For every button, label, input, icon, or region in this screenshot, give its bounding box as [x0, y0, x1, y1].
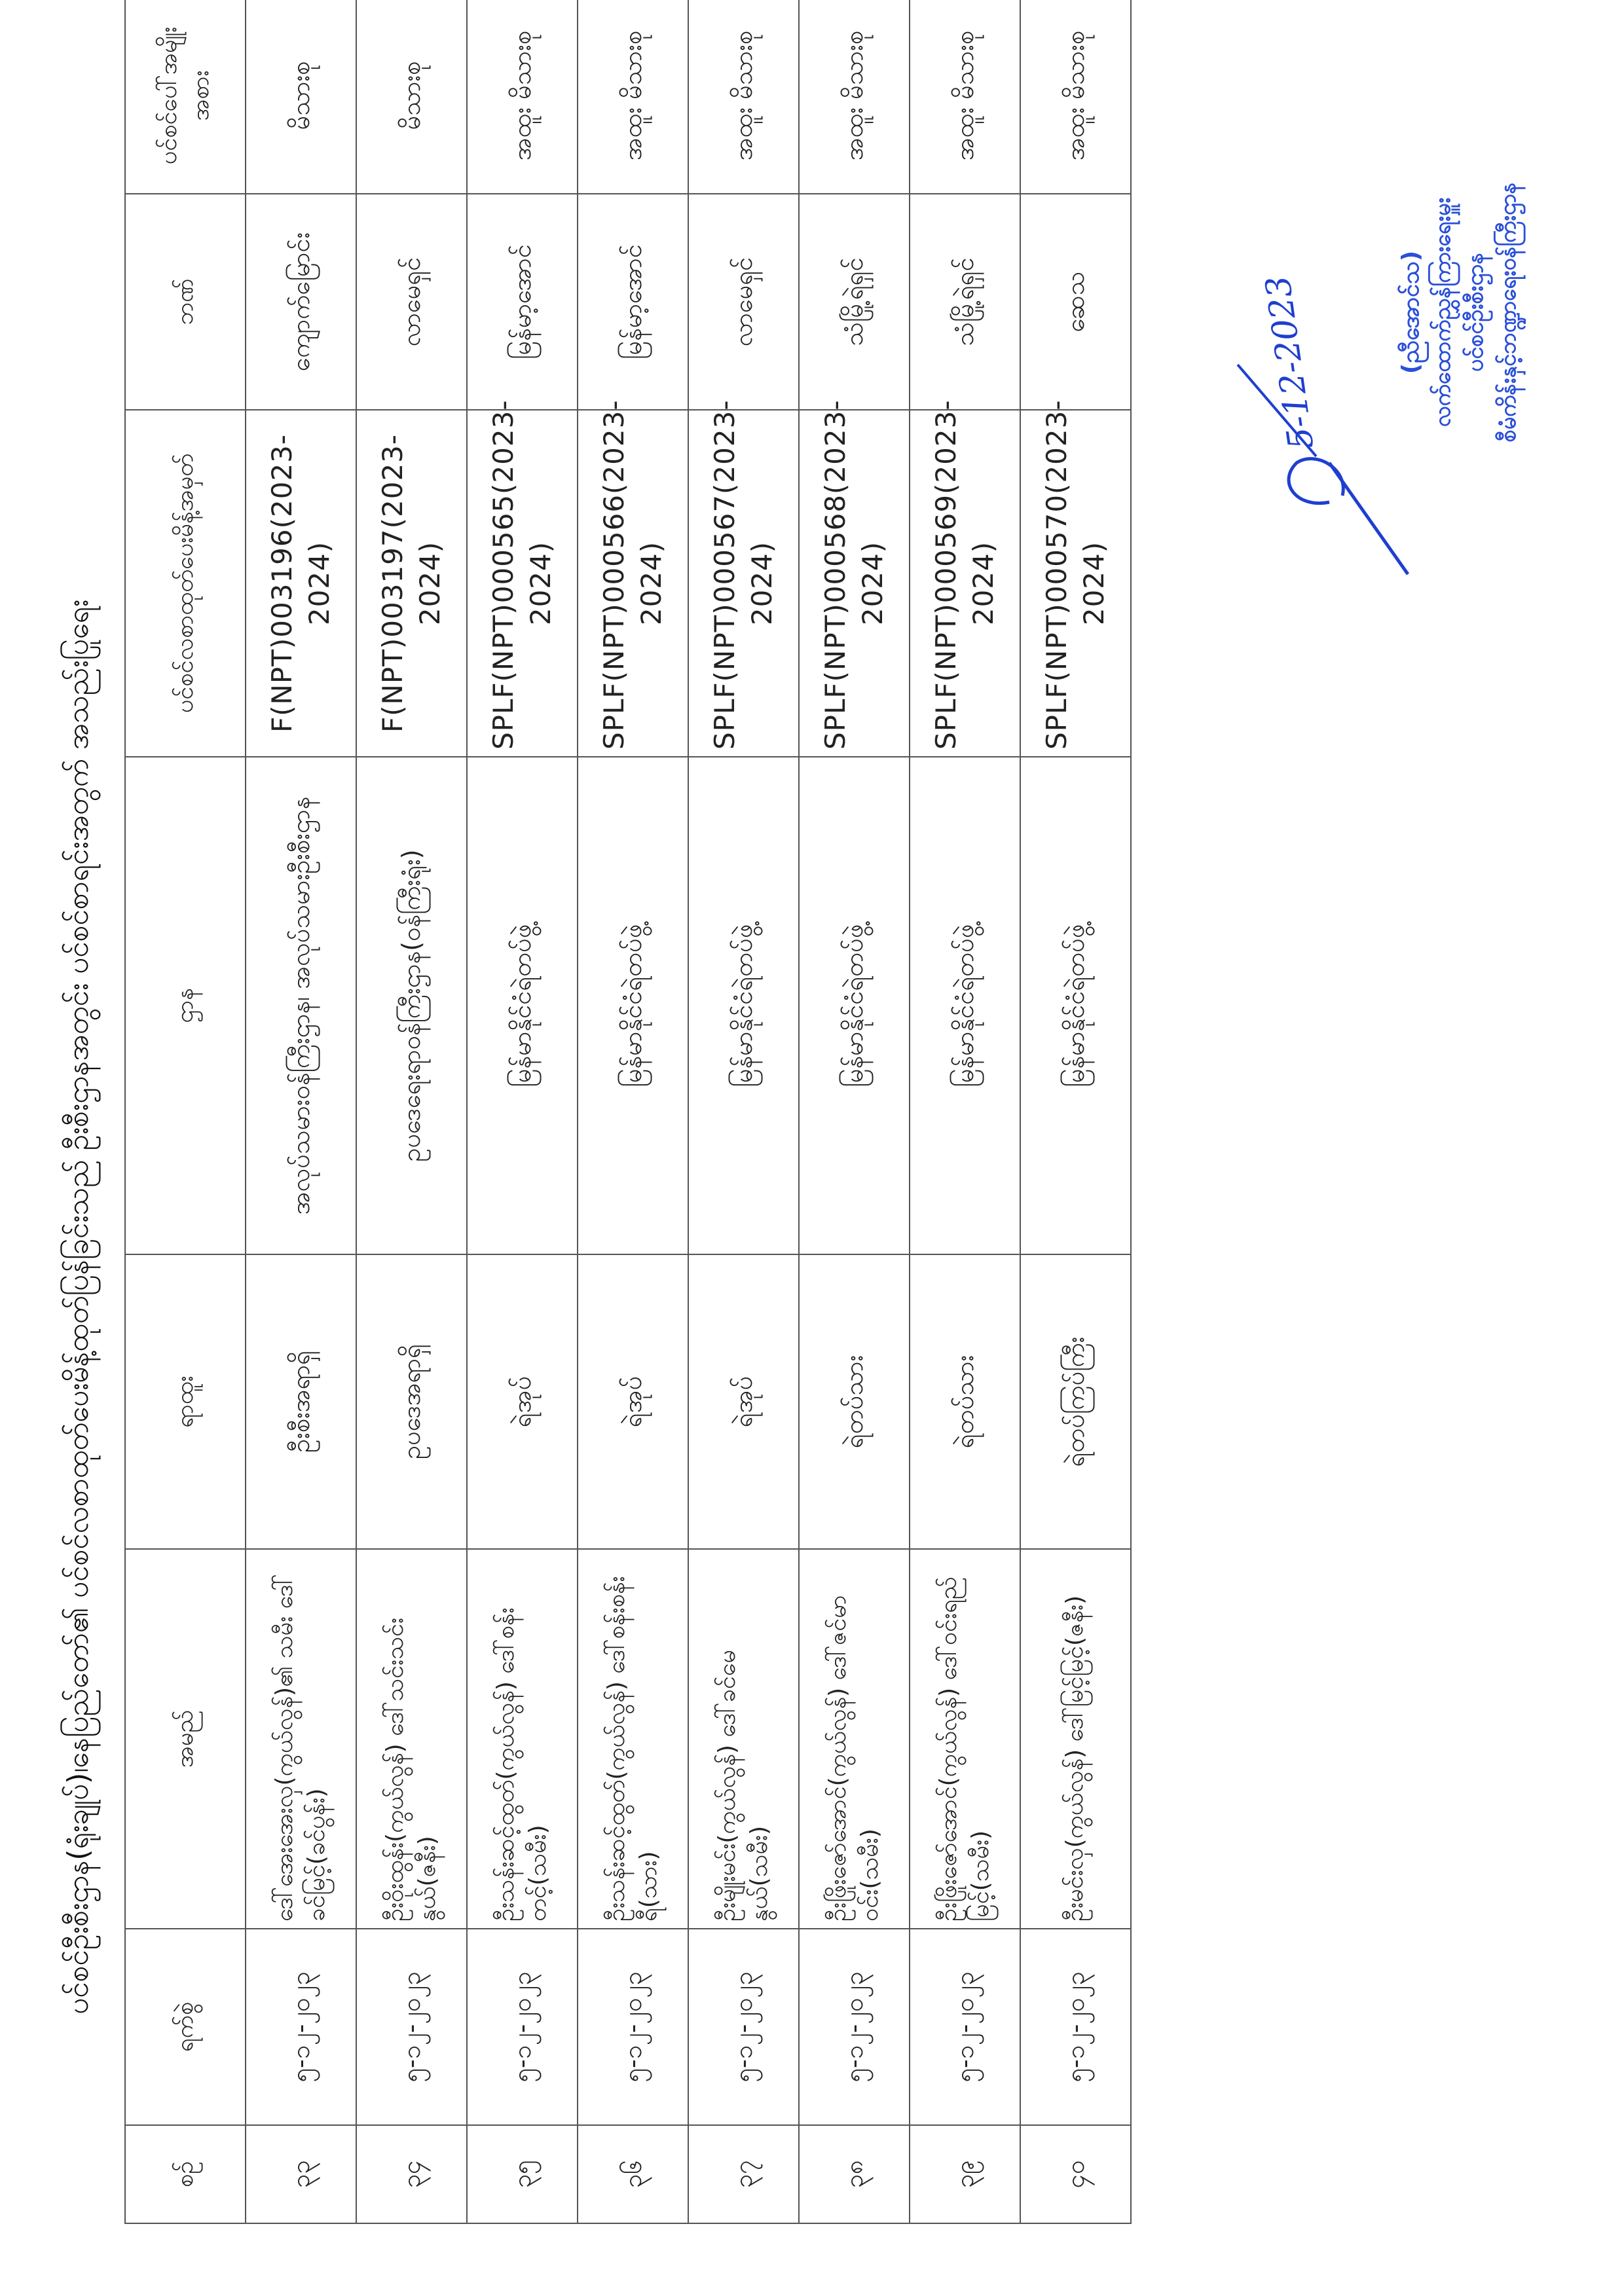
cell-no: ၃၄: [356, 2125, 467, 2223]
cell-code: SPLF(NPT)000570(2023-2024): [1020, 410, 1131, 757]
table-row: [467, 0, 578, 2223]
cell-code: SPLF(NPT)000566(2023-2024): [578, 410, 688, 757]
cell-date: ၅-၁၂-၂၀၂၃: [356, 1929, 467, 2125]
cell-dept: မြန်မာနိုင်ငံရဲတပ်ဖွဲ့: [910, 757, 1020, 1254]
cell-name: ဦးဖြိုးဇော်အောင်(ကွယ်လွန်) ဒေါ်ဝင်းရည်မြင့်(သမီး): [910, 1549, 1020, 1929]
cell-name: ဒေါ်အေးအေးလှ(ကွယ်လွန်)၏ သမီး ဒေါ်ခင်မြင့်(ခင်ပွန်း): [246, 1549, 356, 1929]
cell-name: ဦးဝိုးထွန်း(ကွယ်လွန်) ဒေါ်သင်းသင်းနွယ်(ဇနီး): [356, 1549, 467, 1929]
cell-bank: သံမြို့ရဲရှင်: [799, 194, 910, 410]
cell-bank: မြန်မာ့အောင်: [467, 194, 578, 410]
cell-bank: လာမေရှင်: [356, 194, 467, 410]
cell-date: ၅-၁၂-၂၀၂၃: [246, 1929, 356, 2125]
cell-rank: ရဲတပ်သား: [799, 1254, 910, 1549]
table-row: [356, 0, 467, 2223]
cell-bank: သံမြို့ရဲရှင်: [910, 194, 1020, 410]
cell-rank: ဦးစီးအရာရှိ: [246, 1254, 356, 1549]
cell-type: အထူး မိသားစု: [688, 0, 799, 194]
cell-code: SPLF(NPT)000565(2023-2024): [467, 410, 578, 757]
stamp-position: လက်ထောက်ညွှန်ကြားရေးမှူး: [1430, 197, 1456, 428]
cell-date: ၅-၁၂-၂၀၂၃: [799, 1929, 910, 2125]
cell-dept: မြန်မာနိုင်ငံရဲတပ်ဖွဲ့: [688, 757, 799, 1254]
cell-date: ၅-၁၂-၂၀၂၃: [578, 1929, 688, 2125]
cell-type: အထူး မိသားစု: [910, 0, 1020, 194]
cell-bank: ကျောက်မြောင်း: [246, 194, 356, 410]
cell-date: ၅-၁၂-၂၀၂၃: [467, 1929, 578, 2125]
cell-no: ၃၅: [467, 2125, 578, 2223]
cell-code: F(NPT)003196(2023-2024): [246, 410, 356, 757]
cell-name: ဦးမျိုးမင်း(ကွယ်လွန်) ဒေါ်ခင်မေနွယ်(သမီး): [688, 1549, 799, 1929]
cell-dept: မြန်မာနိုင်ငံရဲတပ်ဖွဲ့: [578, 757, 688, 1254]
document-title: ပင်စင်ဦးစီးဌာန(ရုံးချုပ်)၊နေပြည်တော်၏ ပင်စင်လစာထုတ်ပေးမိန့်ထုတ်ပြန်ခြင်းသည် ဦးစီးဌာနအတွင်း ပင်စင်စာရင်းအတွက် အသည်းပြုရေး: [62, 599, 95, 2014]
cell-date: ၅-၁၂-၂၀၂၃: [1020, 1929, 1131, 2125]
table-row: [578, 0, 688, 2223]
cell-rank: ရဲတပ်သား: [910, 1254, 1020, 1549]
official-stamp: [1231, 64, 1521, 561]
cell-no: ၃၃: [246, 2125, 356, 2223]
cell-dept: ဥပဒေရေးရာဝန်ကြီးဌာန(ဝန်ကြီးရုံး): [356, 757, 467, 1254]
stamp-department: ပင်စင်ဦးစီးဌာန: [1462, 253, 1488, 372]
table-row: [246, 0, 356, 2223]
pension-record-table: [124, 0, 1132, 2224]
cell-rank: ရဲအုပ်: [578, 1254, 688, 1549]
cell-bank: လာမေရှင်: [688, 194, 799, 410]
cell-date: ၅-၁၂-၂၀၂၃: [910, 1929, 1020, 2125]
cell-no: ၃၆: [578, 2125, 688, 2223]
cell-no: ၃၇: [688, 2125, 799, 2223]
table-row: [1020, 0, 1131, 2223]
table-row: [688, 0, 799, 2223]
cell-rank: ရဲအုပ်: [467, 1254, 578, 1549]
cell-name: ဦးသန်းဆင့်ထွတ်(ကွယ်လွန်) ဒေါ်စန်းတင့်(သမီး): [467, 1549, 578, 1929]
cell-name: ဦးသန်းဆင့်ထွတ်(ကွယ်လွန်) ဒေါ်စန်းစန်းရီ(သား): [578, 1549, 688, 1929]
column-header: ဘဏ်: [125, 194, 246, 410]
cell-name: ဦးဖြိုးဇော်အောင်(ကွယ်လွန်) ဒေါ်ဇင်မာဝင်း(သမီး): [799, 1549, 910, 1929]
cell-dept: မြန်မာနိုင်ငံရဲတပ်ဖွဲ့: [799, 757, 910, 1254]
table-row: [910, 0, 1020, 2223]
column-header: စဉ်: [125, 2125, 246, 2223]
cell-dept: မြန်မာနိုင်ငံရဲတပ်ဖွဲ့: [467, 757, 578, 1254]
cell-code: F(NPT)003197(2023-2024): [356, 410, 467, 757]
cell-type: အထူး မိသားစု: [1020, 0, 1131, 194]
cell-no: ၃၉: [910, 2125, 1020, 2223]
column-header: ပင်စင်လစာထုတ်ပေးမိန့်အမှတ်: [125, 410, 246, 757]
cell-type: အထူး မိသားစု: [799, 0, 910, 194]
cell-rank: ဥပဒေအရာရှိ: [356, 1254, 467, 1549]
cell-rank: ရဲတပ်ကြပ်ကြီး: [1020, 1254, 1131, 1549]
cell-name: ဦးမင်းလှ(ကွယ်လွန်) ဒေါ်မြင့်မြင့်(ဇနီး): [1020, 1549, 1131, 1929]
cell-type: မိသားစု: [356, 0, 467, 194]
cell-no: ၄၀: [1020, 2125, 1131, 2223]
cell-type: အထူး မိသားစု: [578, 0, 688, 194]
cell-type: မိသားစု: [246, 0, 356, 194]
signature-date: 5-12-2023: [1258, 273, 1322, 452]
stamp-ministry: စီမံကိန်းနှင့်ဘဏ္ဍာရေးဝန်ကြီးဌာန: [1495, 182, 1521, 443]
cell-rank: ရဲအုပ်: [688, 1254, 799, 1549]
cell-type: အထူး မိသားစု: [467, 0, 578, 194]
table-row: [799, 0, 910, 2223]
cell-dept: အလုပ်သမားဝန်ကြီးဌာန၊ အလုပ်သမားဦးစီးဌာန: [246, 757, 356, 1254]
column-header: ပင်စင်ပေါ်အမျိုးအစား: [125, 0, 246, 194]
cell-code: SPLF(NPT)000569(2023-2024): [910, 410, 1020, 757]
cell-bank: ဆေသ: [1020, 194, 1131, 410]
cell-no: ၃၈: [799, 2125, 910, 2223]
column-header: ရာထူး: [125, 1254, 246, 1549]
column-header: ရက်စွဲ: [125, 1929, 246, 2125]
cell-code: SPLF(NPT)000568(2023-2024): [799, 410, 910, 757]
column-header: ဌာန: [125, 757, 246, 1254]
cell-code: SPLF(NPT)000567(2023-2024): [688, 410, 799, 757]
cell-date: ၅-၁၂-၂၀၂၃: [688, 1929, 799, 2125]
stamp-signatory: (ညီအောင်သ): [1397, 250, 1424, 374]
cell-bank: မြန်မာ့အောင်: [578, 194, 688, 410]
column-header: အမည်: [125, 1549, 246, 1929]
table-header-row: [125, 0, 246, 2223]
cell-dept: မြန်မာနိုင်ငံရဲတပ်ဖွဲ့: [1020, 757, 1131, 1254]
